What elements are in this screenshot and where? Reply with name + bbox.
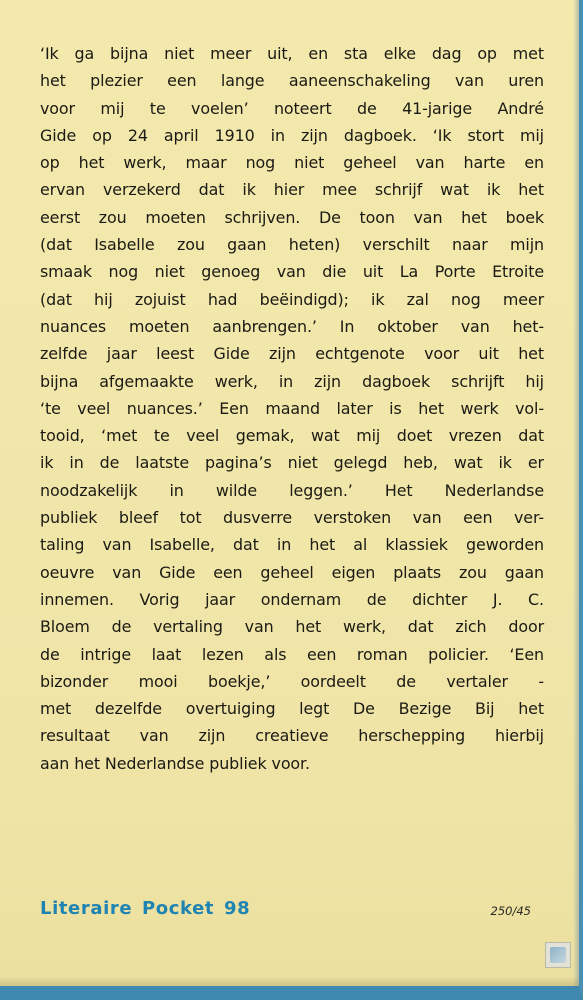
blurb-line: bijna afgemaakte werk, in zijn dagboek schrijft hij (40, 371, 544, 391)
blurb-line: nuances moeten aanbrengen.’ In oktober van het- (40, 316, 544, 336)
blurb-line: publiek bleef tot dusverre verstoken van een ver- (40, 508, 544, 528)
blurb-line: ervan verzekerd dat ik hier mee schrijf wat ik het (40, 180, 544, 200)
blurb-line: innemen. Vorig jaar ondernam de dichter J. C. (40, 589, 544, 609)
sticker-logo-icon (550, 947, 566, 963)
shop-sticker (545, 942, 571, 968)
blurb-line: Gide op 24 april 1910 in zijn dagboek. ‘Ik stort mij (40, 125, 544, 145)
blurb-line: bizonder mooi boekje,’ oordeelt de vertaler - (40, 671, 544, 691)
blurb-line: zelfde jaar leest Gide zijn echtgenote voor uit het (40, 344, 544, 364)
blurb-line: de intrige laat lezen als een roman policier. ‘Een (40, 644, 544, 664)
blurb-line: ‘te veel nuances.’ Een maand later is het werk vol- (40, 398, 544, 418)
blurb-line: (dat Isabelle zou gaan heten) verschilt naar mijn (40, 235, 544, 255)
blurb-line: tooid, ‘met te veel gemak, wat mij doet vrezen dat (40, 426, 544, 446)
blurb-line: aan het Nederlandse publiek voor. (40, 753, 310, 773)
blurb-line: (dat hij zojuist had beëindigd); ik zal nog meer (40, 289, 544, 309)
blurb-line: op het werk, maar nog niet geheel van harte en (40, 153, 544, 173)
blurb-line: oeuvre van Gide een geheel eigen plaats zou gaan (40, 562, 544, 582)
blurb-line: resultaat van zijn creatieve herschepping hierbij (40, 726, 544, 746)
blurb-line: met dezelfde overtuiging legt De Bezige Bij het (40, 699, 544, 719)
blurb-line: voor mij te voelen’ noteert de 41-jarige André (40, 98, 544, 118)
blurb-line: taling van Isabelle, dat in het al klassiek geworden (40, 535, 544, 555)
blurb-line: ‘Ik ga bijna niet meer uit, en sta elke dag op met (40, 44, 544, 63)
blurb-line: noodzakelijk in wilde leggen.’ Het Nederlandse (40, 480, 544, 500)
blurb-line: het plezier een lange aaneenschakeling van uren (40, 71, 544, 91)
blurb-line: ik in de laatste pagina’s niet gelegd heb, wat ik er (40, 453, 544, 473)
price-code: 250/45 (490, 904, 531, 918)
blurb-line: eerst zou moeten schrijven. De toon van het boek (40, 207, 544, 227)
blurb-line: smaak nog niet genoeg van die uit La Porte Etroite (40, 262, 544, 282)
series-label: Literaire Pocket 98 (40, 898, 251, 919)
blurb-text (40, 40, 544, 777)
blurb-line: Bloem de vertaling van het werk, dat zich door (40, 617, 544, 637)
